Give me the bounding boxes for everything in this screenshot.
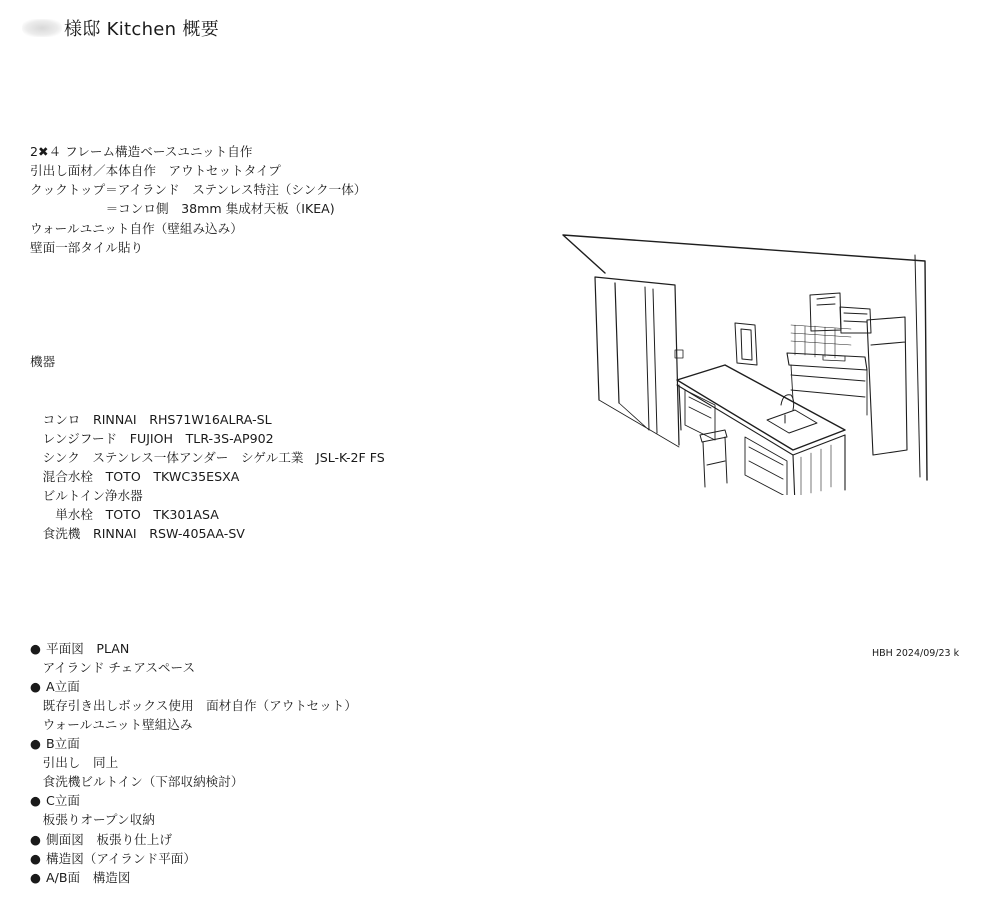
drawing-item (30, 830, 385, 849)
drawing-item-note: 既存引き出しボックス使用 面材自作（アウトセット） (30, 697, 357, 713)
drawing-item-note: 板張りオープン収納 (30, 812, 155, 828)
drawing-item (30, 868, 385, 887)
bullet-icon: ● (30, 640, 41, 656)
bullet-icon: ● (30, 736, 41, 752)
kitchen-perspective-sketch (555, 225, 995, 495)
drawing-list (30, 639, 385, 887)
drawing-item-note: アイランド チェアスペース (30, 659, 196, 675)
spec-line: ＝コンロ側 38mm 集成材天板（IKEA) (30, 201, 335, 217)
drawing-item (30, 639, 385, 658)
drawing-item-label: 平面図 PLAN (42, 640, 130, 656)
equipment-line: 単水栓 TOTO TK301ASA (30, 506, 219, 522)
spec-document (30, 104, 385, 906)
page-title: 様邸 Kitchen 概要 (64, 19, 219, 40)
spec-line: クックトップ＝アイランド ステンレス特注（シンク一体） (30, 182, 367, 198)
drawing-item-label: A/B面 構造図 (42, 869, 131, 885)
equipment-heading: 機器 (30, 354, 56, 370)
drawing-item (30, 849, 385, 868)
spec-section (30, 142, 385, 257)
spec-line: 壁面一部タイル貼り (30, 239, 144, 255)
equipment-line: レンジフード FUJIOH TLR-3S-AP902 (30, 430, 274, 446)
bullet-icon: ● (30, 793, 41, 809)
drawing-item-label: A立面 (42, 678, 80, 694)
spec-line: ウォールユニット自作（壁組み込み） (30, 220, 243, 236)
drawing-item-label: C立面 (42, 793, 80, 809)
equipment-line: 混合水栓 TOTO TKWC35ESXA (30, 468, 240, 484)
footer-signature: HBH 2024/09/23 k (872, 648, 960, 659)
spec-line: 引出し面材／本体自作 アウトセットタイプ (30, 163, 281, 179)
drawing-item (30, 791, 385, 810)
drawing-item-note: 食洗機ビルトイン（下部収納検討） (30, 774, 244, 790)
bullet-icon: ● (30, 850, 41, 866)
bullet-icon: ● (30, 869, 41, 885)
redacted-client-name (22, 19, 62, 37)
drawing-item (30, 734, 385, 753)
equipment-line: 食洗機 RINNAI RSW-405AA-SV (30, 526, 245, 542)
drawing-item-note: ウォールユニット壁組込み (30, 717, 193, 732)
drawing-item-label: B立面 (42, 736, 80, 752)
equipment-line: ビルトイン浄水器 (30, 487, 143, 503)
equipment-line: コンロ RINNAI RHS71W16ALRA-SL (30, 411, 272, 427)
equipment-section (30, 410, 385, 544)
drawing-item (30, 677, 385, 696)
drawing-item-note: 引出し 同上 (30, 755, 119, 771)
bullet-icon: ● (30, 831, 41, 847)
spec-line: 2✖４ フレーム構造ベースユニット自作 (30, 144, 253, 160)
drawing-item-label: 構造図（アイランド平面） (42, 850, 196, 866)
equipment-line: シンク ステンレス一体アンダー シゲル工業 JSL-K-2F FS (30, 449, 385, 465)
bullet-icon: ● (30, 678, 41, 694)
drawing-item-label: 側面図 板張り仕上げ (42, 831, 172, 847)
